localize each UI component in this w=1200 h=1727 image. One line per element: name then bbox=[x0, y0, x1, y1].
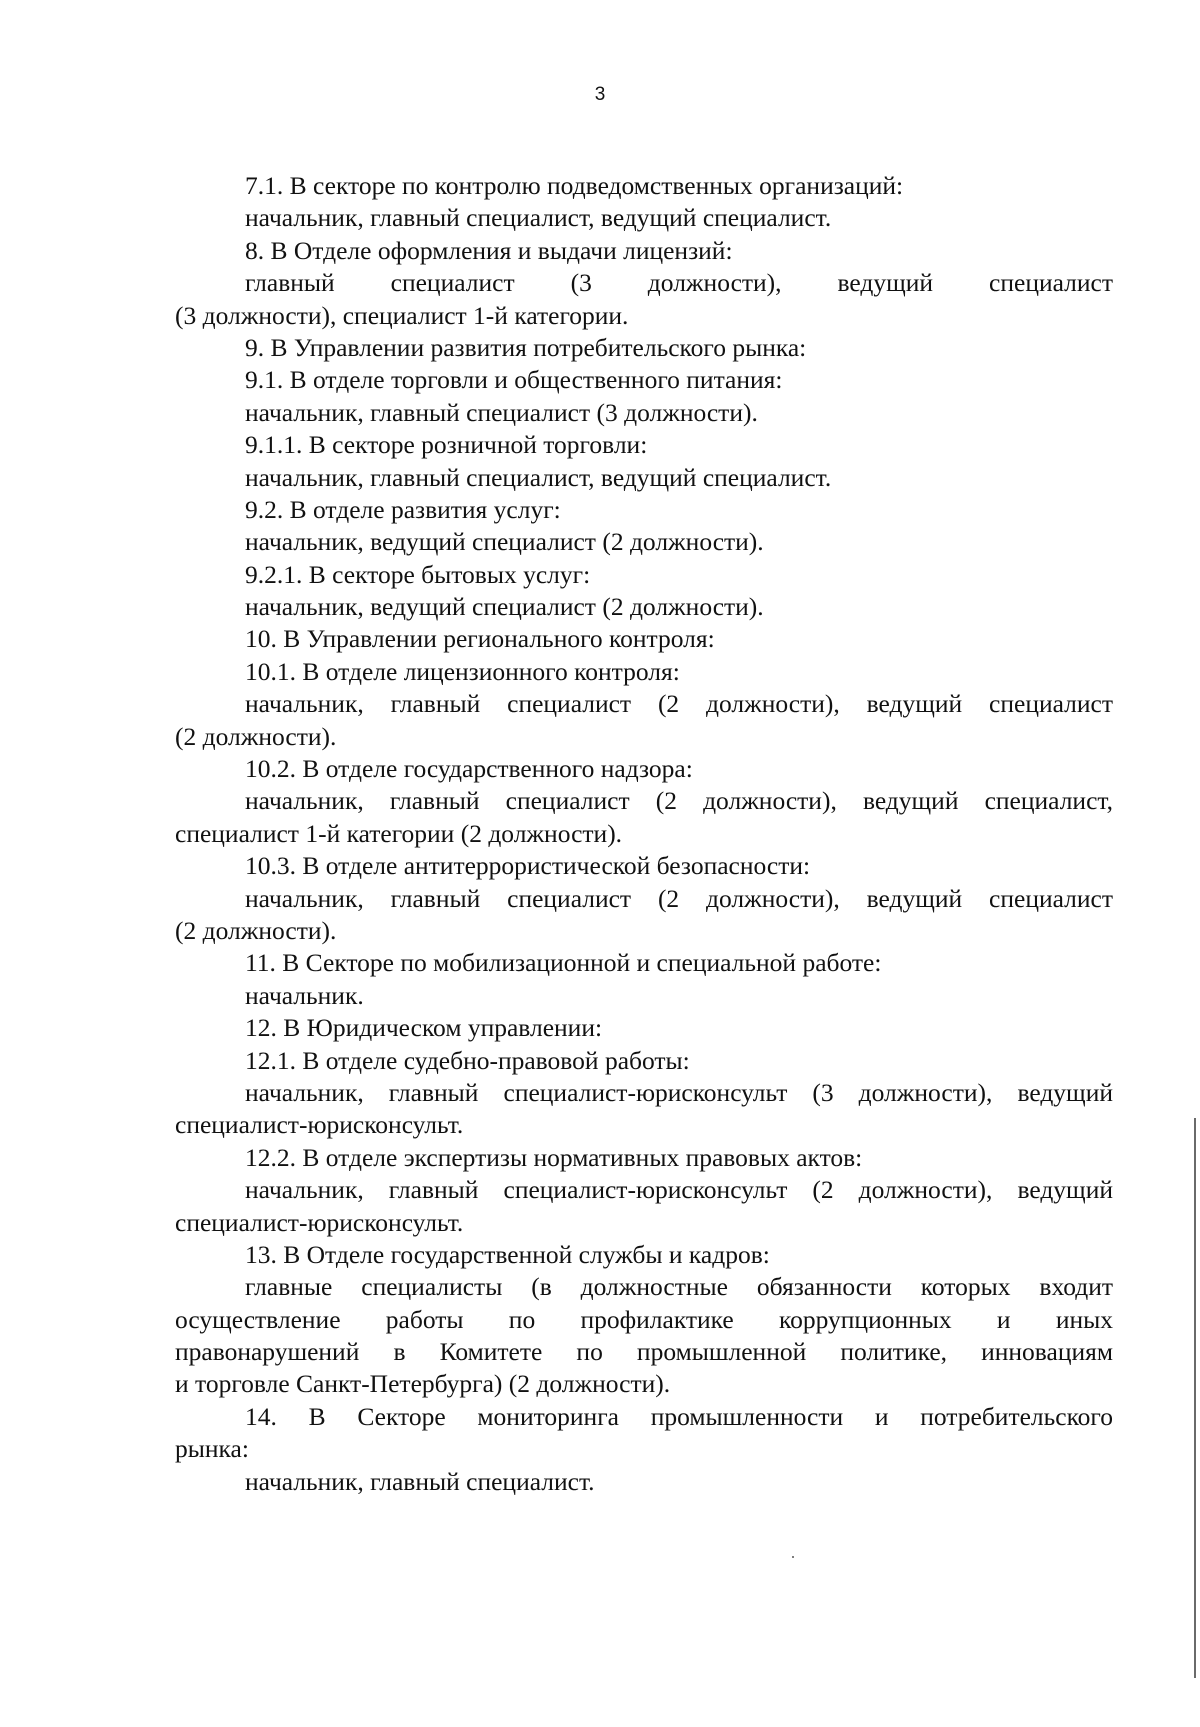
text-line: начальник, ведущий специалист (2 должности). bbox=[245, 527, 764, 557]
document-body bbox=[175, 170, 1113, 1498]
text-line: 11. В Секторе по мобилизационной и специальной работе: bbox=[245, 948, 882, 978]
text-line: начальник, главный специалист (3 должности). bbox=[245, 397, 758, 427]
text-line: начальник, главный специалист (2 должности), ведущий специалист bbox=[245, 883, 1113, 913]
text-line: 14. В Секторе мониторинга промышленности и потребительского bbox=[245, 1401, 1113, 1431]
text-line: 8. В Отделе оформления и выдачи лицензий: bbox=[245, 235, 733, 265]
text-line: 12.2. В отделе экспертизы нормативных правовых актов: bbox=[245, 1142, 863, 1172]
text-line: специалист 1-й категории (2 должности). bbox=[175, 818, 623, 848]
text-line: главные специалисты (в должностные обязанности которых входит bbox=[245, 1272, 1113, 1302]
text-line: начальник, главный специалист, ведущий специалист. bbox=[245, 203, 832, 233]
text-line: начальник, главный специалист, ведущий специалист. bbox=[245, 462, 832, 492]
text-line: 12.1. В отделе судебно-правовой работы: bbox=[245, 1045, 690, 1075]
text-line: 12. В Юридическом управлении: bbox=[245, 1013, 603, 1043]
text-line: 10.2. В отделе государственного надзора: bbox=[245, 754, 693, 784]
page-number: 3 bbox=[594, 84, 606, 105]
scan-edge-mark bbox=[1194, 1118, 1196, 1678]
text-line: 9.2.1. В секторе бытовых услуг: bbox=[245, 559, 591, 589]
text-line: начальник, главный специалист (2 должности), ведущий специалист, bbox=[245, 786, 1113, 816]
text-line: начальник, главный специалист-юрисконсульт (3 должности), ведущий bbox=[245, 1077, 1113, 1107]
text-line: 9.1. В отделе торговли и общественного питания: bbox=[245, 365, 783, 395]
text-line: 10. В Управлении регионального контроля: bbox=[245, 624, 715, 654]
text-line: специалист-юрисконсульт. bbox=[175, 1207, 464, 1237]
text-line: начальник. bbox=[245, 980, 364, 1010]
scan-speck bbox=[792, 1556, 794, 1558]
text-line: начальник, ведущий специалист (2 должности). bbox=[245, 592, 764, 622]
text-line: 10.3. В отделе антитеррористической безопасности: bbox=[245, 851, 811, 881]
text-line: и торговле Санкт-Петербурга) (2 должности). bbox=[175, 1369, 671, 1399]
text-line: главный специалист (3 должности), ведущий специалист bbox=[245, 268, 1113, 298]
text-line: 13. В Отделе государственной службы и кадров: bbox=[245, 1239, 770, 1269]
text-line: (2 должности). bbox=[175, 915, 337, 945]
text-line: осуществление работы по профилактике коррупционных и иных bbox=[175, 1304, 1113, 1334]
text-line: рынка: bbox=[175, 1434, 249, 1464]
text-line: 7.1. В секторе по контролю подведомственных организаций: bbox=[245, 171, 904, 200]
text-line: начальник, главный специалист. bbox=[245, 1466, 595, 1496]
text-line: 10.1. В отделе лицензионного контроля: bbox=[245, 656, 680, 686]
text-line: начальник, главный специалист-юрисконсульт (2 должности), ведущий bbox=[245, 1175, 1113, 1205]
text-line: (3 должности), специалист 1-й категории. bbox=[175, 300, 629, 330]
text-line: 9.2. В отделе развития услуг: bbox=[245, 494, 561, 524]
text-line: 9. В Управлении развития потребительского рынка: bbox=[245, 332, 807, 362]
text-line: (2 должности). bbox=[175, 721, 337, 751]
text-line: правонарушений в Комитете по промышленной политике, инновациям bbox=[175, 1337, 1113, 1367]
text-line: 9.1.1. В секторе розничной торговли: bbox=[245, 430, 648, 460]
text-line: начальник, главный специалист (2 должности), ведущий специалист bbox=[245, 689, 1113, 719]
text-line: специалист-юрисконсульт. bbox=[175, 1110, 464, 1140]
